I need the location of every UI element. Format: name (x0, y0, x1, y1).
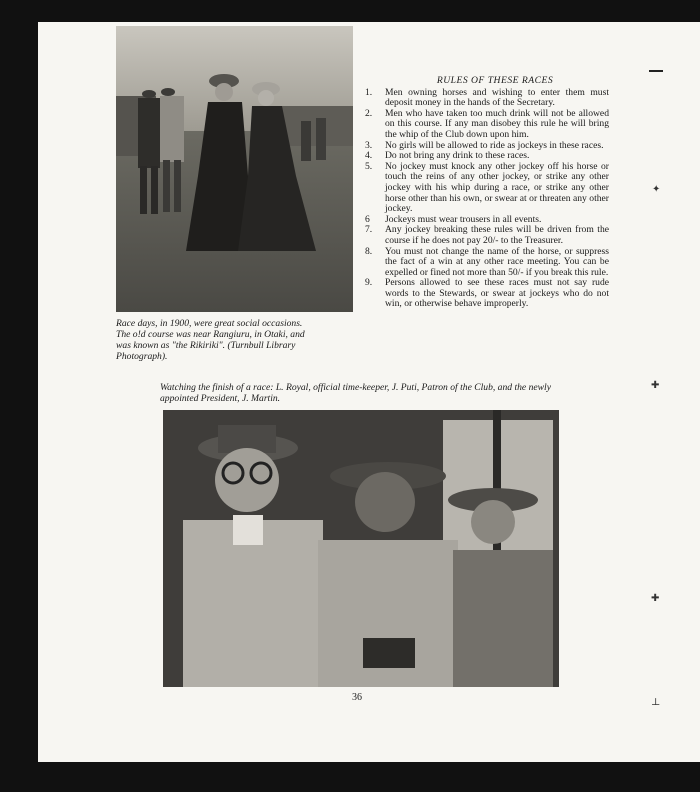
rule-item: 7. Any jockey breaking these rules will be driven from the course if he does not pay 20/- to the Treasurer. (365, 224, 609, 246)
rule-item: 5. No jockey must knock any other jockey off his horse or touch the reins of any other jockey, or strike any other jockey with his whip during a race, or strike any other horse other than his own, or swear at or threaten any other jockey. (365, 160, 609, 215)
margin-mark-icon (649, 70, 663, 72)
rule-item: 1. Men owning horses and wishing to enter them must deposit money in the hands of the Secretary. (365, 86, 609, 109)
rule-item: 8. You must not change the name of the horse, or suppress the fact of a win at any other race meeting. You can be expelled or fined not more than 50/- if you break this rule. (365, 245, 609, 278)
rules-title: RULES OF THESE RACES (436, 75, 554, 86)
rule-item: 9. Persons allowed to see these races must not say rude words to the Stewards, or swear at jockeys who do not win, or otherwise behave improperly. (365, 277, 609, 310)
margin-mark-icon: ✚ (651, 593, 660, 604)
rule-item: 3. No girls will be allowed to ride as jockeys in these races. (365, 139, 604, 151)
page-number: 36 (352, 692, 362, 703)
race-day-photo (116, 26, 353, 312)
officials-photo (163, 410, 559, 687)
rule-item: 6 Jockeys must wear trousers in all events. (365, 213, 542, 225)
margin-mark-icon: ⊥ (651, 697, 661, 708)
rules-section (365, 76, 609, 310)
watching-finish-caption: Watching the finish of a race: L. Royal, official time-keeper, J. Puti, Patron of the Club, and the newly appointed President, J. Martin. (160, 382, 551, 404)
margin-mark-icon: ✚ (651, 380, 660, 391)
race-days-caption: Race days, in 1900, were great social occasions. The o!d course was near Rangiuru, in Otaki, and was known as "the Rikiriki". (Turnbull Library Photograph). (116, 318, 305, 362)
margin-mark-icon: ✦ (652, 184, 661, 195)
rule-item: 4. Do not bring any drink to these races. (365, 150, 530, 162)
rule-item: 2. Men who have taken too much drink will not be allowed on this course. If any man disobey this rule he will bring the whip of the Club down upon him. (365, 107, 609, 140)
